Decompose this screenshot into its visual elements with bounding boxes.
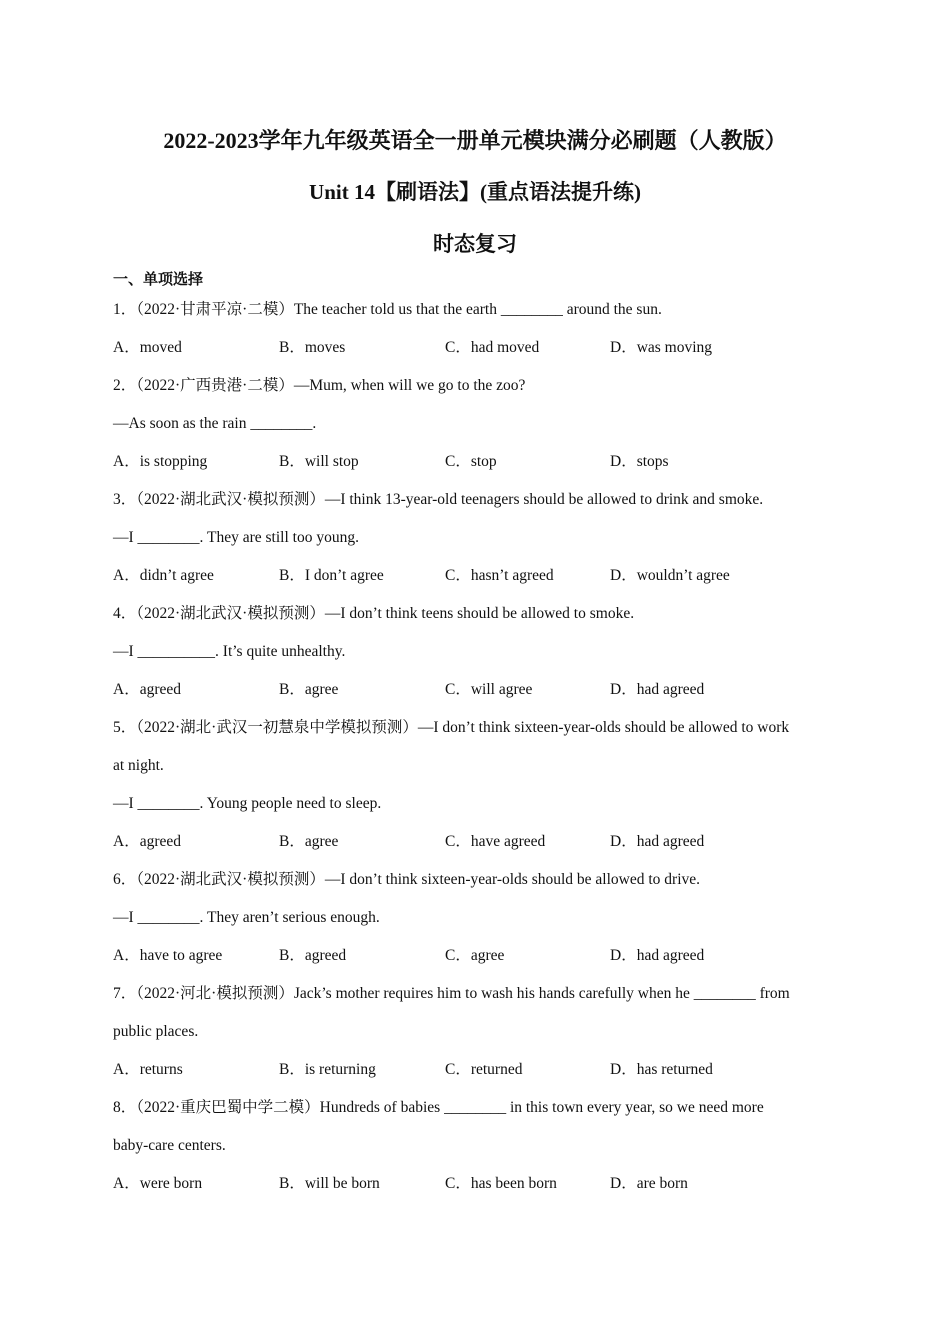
- answer-options: [113, 1051, 838, 1089]
- answer-option: A．were born: [113, 1175, 203, 1192]
- answer-option: D．are born: [610, 1175, 688, 1192]
- answer-option: A．agreed: [113, 833, 181, 850]
- answer-option: D．had agreed: [610, 833, 705, 850]
- answer-option: B．agree: [279, 681, 339, 698]
- question-item: [113, 367, 838, 481]
- answer-option: D．has returned: [610, 1061, 713, 1078]
- question-text-line: public places.: [113, 1023, 199, 1040]
- answer-options: [113, 937, 838, 975]
- question-text-line: —I ________. They are still too young.: [113, 529, 359, 546]
- answer-option: B．agreed: [279, 947, 347, 964]
- document-title: 2022-2023学年九年级英语全一册单元模块满分必刷题（人教版）: [163, 128, 787, 153]
- question-text-line: —I __________. It’s quite unhealthy.: [113, 643, 346, 660]
- answer-options: [113, 1165, 838, 1203]
- unit-subtitle: Unit 14【刷语法】(重点语法提升练): [309, 180, 641, 204]
- answer-option: C．have agreed: [445, 833, 546, 850]
- question-item: [113, 709, 838, 861]
- question-text-line: at night.: [113, 757, 164, 774]
- question-item: [113, 861, 838, 975]
- question-text-line: 4．（2022·湖北武汉·模拟预测）—I don’t think teens should be allowed to smoke.: [113, 605, 635, 622]
- answer-options: [113, 823, 838, 861]
- answer-option: C．had moved: [445, 339, 540, 356]
- question-list: [113, 291, 838, 1203]
- section-heading: 一、单项选择: [113, 272, 204, 288]
- answer-option: C．agree: [445, 947, 505, 964]
- answer-option: A．returns: [113, 1061, 183, 1078]
- question-text-line: —As soon as the rain ________.: [113, 415, 317, 432]
- question-text-line: 8．（2022·重庆巴蜀中学二模）Hundreds of babies ________ in this town every year, so we need more: [113, 1099, 764, 1116]
- answer-options: [113, 329, 838, 367]
- answer-option: B．agree: [279, 833, 339, 850]
- answer-option: C．has been born: [445, 1175, 557, 1192]
- question-item: [113, 291, 838, 367]
- answer-option: A．have to agree: [113, 947, 223, 964]
- question-item: [113, 481, 838, 595]
- question-text-line: 7．（2022·河北·模拟预测）Jack’s mother requires him to wash his hands carefully when he ________ from: [113, 985, 790, 1002]
- answer-option: B．will stop: [279, 453, 359, 470]
- question-text-line: baby-care centers.: [113, 1137, 226, 1154]
- answer-option: C．returned: [445, 1061, 523, 1078]
- answer-option: C．will agree: [445, 681, 533, 698]
- question-item: [113, 975, 838, 1089]
- answer-option: A．agreed: [113, 681, 181, 698]
- answer-option: D．had agreed: [610, 681, 705, 698]
- topic-heading: 时态复习: [433, 232, 517, 256]
- question-text-line: 6．（2022·湖北武汉·模拟预测）—I don’t think sixteen-year-olds should be allowed to drive.: [113, 871, 701, 888]
- answer-options: [113, 443, 838, 481]
- question-text-line: 5．（2022·湖北·武汉一初慧泉中学模拟预测）—I don’t think sixteen-year-olds should be allowed to work: [113, 719, 790, 736]
- question-item: [113, 595, 838, 709]
- answer-option: D．was moving: [610, 339, 713, 356]
- answer-option: B．moves: [279, 339, 346, 356]
- answer-options: [113, 557, 838, 595]
- question-text-line: 2．（2022·广西贵港·二模）—Mum, when will we go to the zoo?: [113, 377, 526, 394]
- question-text-line: —I ________. They aren’t serious enough.: [113, 909, 380, 926]
- answer-option: B．will be born: [279, 1175, 380, 1192]
- answer-option: D．stops: [610, 453, 669, 470]
- answer-options: [113, 671, 838, 709]
- question-text-line: —I ________. Young people need to sleep.: [113, 795, 382, 812]
- answer-option: C．stop: [445, 453, 497, 470]
- answer-option: B．is returning: [279, 1061, 376, 1078]
- question-item: [113, 1089, 838, 1203]
- answer-option: A．didn’t agree: [113, 567, 214, 584]
- answer-option: A．moved: [113, 339, 182, 356]
- answer-option: D．wouldn’t agree: [610, 567, 730, 584]
- answer-option: C．hasn’t agreed: [445, 567, 554, 584]
- answer-option: B．I don’t agree: [279, 567, 384, 584]
- answer-option: D．had agreed: [610, 947, 705, 964]
- question-text-line: 3．（2022·湖北武汉·模拟预测）—I think 13-year-old teenagers should be allowed to drink and smoke.: [113, 491, 764, 508]
- answer-option: A．is stopping: [113, 453, 208, 470]
- question-text-line: 1．（2022·甘肃平凉·二模）The teacher told us that the earth ________ around the sun.: [113, 301, 662, 318]
